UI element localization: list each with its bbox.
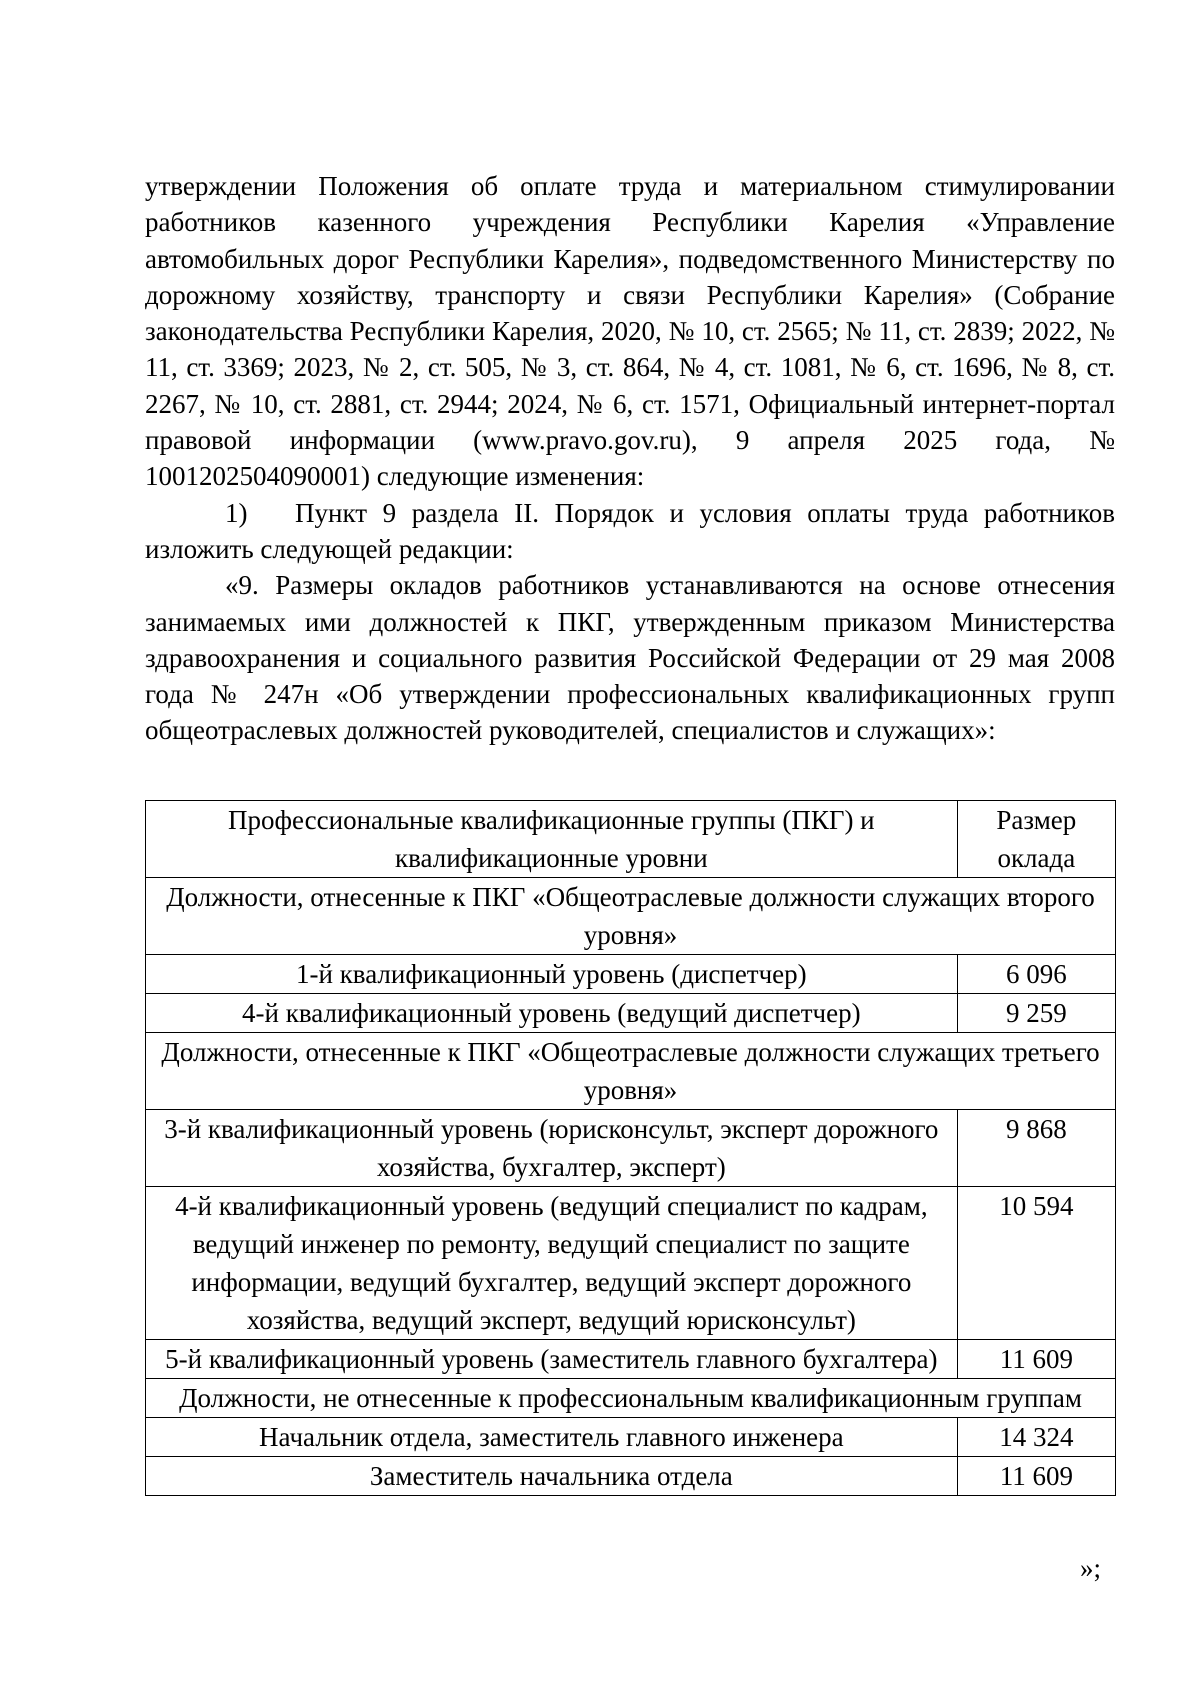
table-row: [146, 1340, 1116, 1379]
group-title-row: [146, 1379, 1116, 1418]
table-row: [146, 1418, 1116, 1457]
level-name: 4-й квалификационный уровень (ведущий специалист по кадрам, ведущий инженер по ремонту, ведущий специалист по защите информации, ведущий бухгалтер, ведущий эксперт дорожного хозяйства, ведущий эксперт, ведущий юрисконсульт): [146, 1187, 958, 1340]
position-name: Заместитель начальника отдела: [146, 1457, 958, 1496]
table-row: [146, 1187, 1116, 1340]
group-title: Должности, отнесенные к ПКГ «Общеотраслевые должности служащих третьего уровня»: [146, 1033, 1116, 1110]
salary-value: 11 609: [957, 1340, 1115, 1379]
intro-paragraph: утверждении Положения об оплате труда и материальном стимулировании работников казенного учреждения Республики Карелия «Управление автомобильных дорог Республики Карелия», подведомственного Министерству по дорожному хозяйству, транспорту и связи Республики Карелия» (Собрание законодательства Республики Карелия, 2020, № 10, ст. 2565; № 11, ст. 2839; 2022, № 11, ст. 3369; 2023, № 2, ст. 505, № 3, ст. 864, № 4, ст. 1081, № 6, ст. 1696, № 8, ст. 2267, № 10, ст. 2881, ст. 2944; 2024, № 6, ст. 1571, Официальный интернет-портал правовой информации (www.pravo.gov.ru), 9 апреля 2025 года, № 1001202504090001) следующие изменения:: [145, 171, 1115, 492]
salary-value: 10 594: [957, 1187, 1115, 1340]
table-row: [146, 1110, 1116, 1187]
closing-quote-mark: »;: [1080, 1553, 1102, 1583]
quote-paragraph: «9. Размеры окладов работников устанавливаются на основе отнесения занимаемых ими должностей к ПКГ, утвержденным приказом Министерства здравоохранения и социального развития Российской Федерации от 29 мая 2008 года № 247н «Об утверждении профессиональных квалификационных групп общеотраслевых должностей руководителей, специалистов и служащих»:: [145, 570, 1115, 746]
salary-table: [145, 800, 1116, 1496]
salary-value: 11 609: [957, 1457, 1115, 1496]
salary-value: 14 324: [957, 1418, 1115, 1457]
list-item-text: Пункт 9 раздела II. Порядок и условия оплаты труда работников изложить следующей редакции:: [145, 497, 1115, 564]
salary-value: 9 259: [957, 994, 1115, 1033]
level-name: 5-й квалификационный уровень (заместитель главного бухгалтера): [146, 1340, 958, 1379]
table-header-row: [146, 801, 1116, 878]
group-title-row: [146, 878, 1116, 955]
table-row: [146, 955, 1116, 994]
list-item-1: [145, 495, 1115, 568]
list-item-number: 1): [225, 497, 248, 528]
salary-value: 9 868: [957, 1110, 1115, 1187]
position-name: Начальник отдела, заместитель главного инженера: [146, 1418, 958, 1457]
salary-value: 6 096: [957, 955, 1115, 994]
level-name: 1-й квалификационный уровень (диспетчер): [146, 955, 958, 994]
group-title: Должности, не отнесенные к профессиональным квалификационным группам: [146, 1379, 1116, 1418]
header-groups-cell: Профессиональные квалификационные группы (ПКГ) и квалификационные уровни: [146, 801, 958, 878]
header-salary-cell: Размер оклада: [957, 801, 1115, 878]
level-name: 3-й квалификационный уровень (юрисконсульт, эксперт дорожного хозяйства, бухгалтер, эксперт): [146, 1110, 958, 1187]
table-row: [146, 1457, 1116, 1496]
table-row: [146, 994, 1116, 1033]
group-title: Должности, отнесенные к ПКГ «Общеотраслевые должности служащих второго уровня»: [146, 878, 1116, 955]
document-body: [145, 168, 1115, 749]
group-title-row: [146, 1033, 1116, 1110]
level-name: 4-й квалификационный уровень (ведущий диспетчер): [146, 994, 958, 1033]
